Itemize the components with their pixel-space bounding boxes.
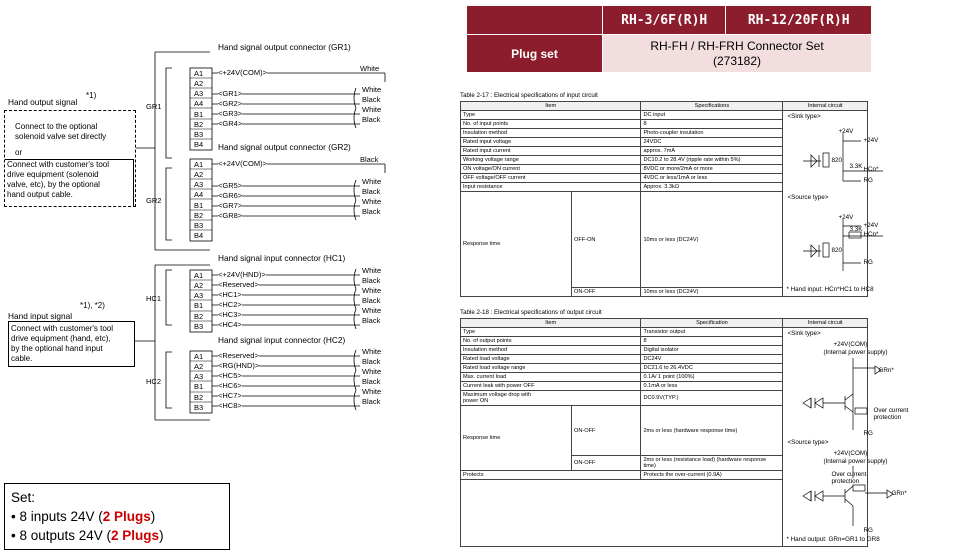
input-rg-label: RG bbox=[863, 259, 873, 266]
wire-color: White bbox=[362, 105, 382, 114]
pin-label: B2 bbox=[194, 312, 204, 321]
table17-response-label: Response time bbox=[461, 192, 572, 297]
signal-label: <+24V(HND)> bbox=[218, 270, 266, 279]
table18-cell: Transistor output bbox=[641, 328, 783, 337]
input-box-line: cable. bbox=[11, 354, 33, 363]
table18-cell: 2ms or less (hardware response time) bbox=[641, 406, 783, 456]
table18 bbox=[460, 318, 909, 547]
set-outputs bbox=[11, 528, 164, 543]
set-inputs-plugs: 2 Plugs bbox=[102, 509, 151, 524]
out-rg-label: RG bbox=[863, 430, 873, 437]
signal-label: <HC5> bbox=[218, 371, 242, 380]
signal-label: <+24V(COM)> bbox=[218, 159, 267, 168]
pin-label: A1 bbox=[194, 160, 204, 169]
sink-type-label: <Sink type> bbox=[787, 113, 821, 120]
pin-label: A2 bbox=[194, 362, 204, 371]
wire-color: Black bbox=[362, 115, 381, 124]
signal-label: <+24V(COM)> bbox=[218, 68, 267, 77]
pin-label: A4 bbox=[194, 99, 204, 108]
table18-maxdrop-line1: Maximum voltage drop with bbox=[463, 392, 532, 398]
plug-set-value-line1: RH-FH / RH-FRH Connector Set bbox=[650, 38, 824, 53]
table18-cell: 8 bbox=[641, 337, 783, 346]
plug-set-value bbox=[603, 35, 872, 73]
out-com-label: +24V(COM) bbox=[833, 341, 868, 348]
output-circuit-schematic bbox=[783, 328, 973, 538]
source-type-label: <Source type> bbox=[787, 194, 829, 201]
signal-label: <GR7> bbox=[218, 201, 243, 210]
set-summary-box bbox=[4, 483, 230, 550]
pin-label: A3 bbox=[194, 89, 204, 98]
signal-label: <GR4> bbox=[218, 119, 243, 128]
out-internal-label: (Internal power supply) bbox=[823, 458, 888, 465]
input-33k-label: 3.3K bbox=[849, 226, 863, 233]
pin-label: A2 bbox=[194, 170, 204, 179]
table17-head-circuit: Internal circuit bbox=[783, 102, 868, 111]
table18-response-text: 2ms or less (resistance load) (hardware response bbox=[643, 457, 767, 463]
table18-caption: Table 2-18 : Electrical specifications of output circuit bbox=[460, 309, 602, 316]
table17-cell: Insulation method bbox=[461, 129, 641, 138]
hand-input-note: *1), *2) bbox=[80, 301, 105, 310]
set-outputs-post: ) bbox=[159, 528, 164, 543]
table17-head-item: Item bbox=[461, 102, 641, 111]
signal-label: <RG(HND)> bbox=[218, 361, 260, 370]
input-hcn-label: HCn* bbox=[863, 166, 879, 173]
signal-label: <Reserved> bbox=[218, 351, 259, 360]
signal-label: <GR1> bbox=[218, 89, 243, 98]
wire-color: Black bbox=[362, 207, 381, 216]
wire-color: White bbox=[362, 387, 382, 396]
table17-circuit bbox=[783, 111, 879, 297]
signal-label: <HC3> bbox=[218, 310, 242, 319]
input-820-label: 820 bbox=[831, 157, 842, 164]
table18-head-spec: Specification bbox=[641, 319, 783, 328]
output-box-line: drive equipment (solenoid bbox=[7, 170, 99, 179]
signal-label: <HC1> bbox=[218, 290, 242, 299]
input-hcn-label: HCn* bbox=[863, 231, 879, 238]
group-hc1: HC1 bbox=[146, 294, 162, 303]
table17-cell: Type bbox=[461, 111, 641, 120]
table17-cell: ON-OFF bbox=[572, 288, 641, 297]
input-box-line: drive equipment (hand, etc), bbox=[11, 334, 111, 343]
wire-color: Black bbox=[362, 276, 381, 285]
table18-maxdrop-line2: power ON bbox=[463, 398, 489, 404]
plug-table-corner bbox=[467, 6, 603, 35]
output-box-line: Connect to the optional bbox=[15, 122, 98, 131]
wire-color: White bbox=[360, 64, 380, 73]
wire-color: Black bbox=[362, 296, 381, 305]
pin-label: A2 bbox=[194, 281, 204, 290]
pin-label: A2 bbox=[194, 79, 204, 88]
table17-cell: 8VDC or more/2mA or more bbox=[641, 165, 783, 174]
input-24v-label: +24V bbox=[863, 137, 879, 144]
pin-label: A3 bbox=[194, 180, 204, 189]
table17-cell: Input resistance bbox=[461, 183, 641, 192]
input-820-label: 820 bbox=[831, 247, 842, 254]
out-grn-label: GRn* bbox=[878, 367, 894, 374]
table18-cell: No. of output points bbox=[461, 337, 641, 346]
output-box-line: valve, etc), by the optional bbox=[7, 180, 100, 189]
table17-cell: 8 bbox=[641, 120, 783, 129]
output-box-line: solenoid valve set directly bbox=[15, 132, 107, 141]
table17-cell: OFF voltage/OFF current bbox=[461, 174, 641, 183]
pin-label: B2 bbox=[194, 393, 204, 402]
wire-color: Black bbox=[362, 397, 381, 406]
table18-response-label: Response time bbox=[461, 406, 572, 471]
signal-label: <HC7> bbox=[218, 391, 242, 400]
out-overcurrent-label: protection bbox=[873, 414, 902, 421]
table18-cell: DC24V bbox=[641, 355, 783, 364]
input-24v-label: +24V bbox=[838, 214, 854, 221]
plug-set-label: Plug set bbox=[467, 35, 603, 73]
input-footnote: * Hand input: HCn*HC1 to HC8 bbox=[786, 286, 874, 293]
gr2-title: Hand signal output connector (GR2) bbox=[218, 142, 351, 152]
input-box-line: by the optional hand input bbox=[11, 344, 103, 353]
table18-cell: Max. current load bbox=[461, 373, 641, 382]
wire-color: White bbox=[362, 177, 382, 186]
pin-label: B1 bbox=[194, 301, 204, 310]
table17-cell: Photo-coupler insulation bbox=[641, 129, 783, 138]
set-title: Set: bbox=[11, 490, 36, 505]
table18-cell: DC21.6 to 26.4VDC bbox=[641, 364, 783, 373]
table17-cell: No. of input points bbox=[461, 120, 641, 129]
output-box-or: or bbox=[15, 148, 23, 157]
table17 bbox=[460, 101, 879, 297]
out-overcurrent-label: protection bbox=[831, 478, 860, 485]
plug-col-rh12: RH-12/20F(R)H bbox=[726, 6, 872, 35]
signal-label: <GR3> bbox=[218, 109, 243, 118]
wire-color: Black bbox=[362, 95, 381, 104]
set-outputs-pre: • 8 outputs 24V ( bbox=[11, 528, 112, 543]
input-rg-label: RG bbox=[863, 177, 873, 184]
plug-set-value-line2: (273182) bbox=[712, 53, 762, 68]
source-type-label: <Source type> bbox=[787, 439, 829, 446]
input-33k-label: 3.3K bbox=[849, 163, 863, 170]
table18-cell: Rated load voltage bbox=[461, 355, 641, 364]
pin-label: A1 bbox=[194, 271, 204, 280]
out-grn-label: GRn* bbox=[891, 490, 907, 497]
set-inputs-pre: • 8 inputs 24V ( bbox=[11, 509, 103, 524]
wire-color: Black bbox=[362, 377, 381, 386]
wire-color: Black bbox=[360, 155, 379, 164]
table18-filler bbox=[461, 480, 783, 547]
sink-type-label: <Sink type> bbox=[787, 330, 821, 337]
input-24v-label: +24V bbox=[838, 128, 854, 135]
out-internal-label: (Internal power supply) bbox=[823, 349, 888, 356]
hand-input-box bbox=[8, 321, 135, 367]
table18-cell: 0.1mA or less bbox=[641, 382, 783, 391]
signal-label: <GR2> bbox=[218, 99, 243, 108]
set-outputs-plugs: 2 Plugs bbox=[111, 528, 160, 543]
out-overcurrent-label: Over current bbox=[831, 471, 867, 478]
table17-cell: 4VDC or less/1mA or less bbox=[641, 174, 783, 183]
table18-response-cont: time) bbox=[643, 463, 656, 469]
table18-cell: Digital isolator bbox=[641, 346, 783, 355]
signal-label: <Reserved> bbox=[218, 280, 259, 289]
signal-label: <HC4> bbox=[218, 320, 242, 329]
group-gr2: GR2 bbox=[146, 196, 162, 205]
pin-label: B1 bbox=[194, 201, 204, 210]
pin-label: B3 bbox=[194, 322, 204, 331]
pin-label: B3 bbox=[194, 403, 204, 412]
table18-cell: Insulation method bbox=[461, 346, 641, 355]
table17-cell: 10ms or less (DC24V) bbox=[641, 192, 783, 288]
out-overcurrent-label: Over current bbox=[873, 407, 909, 414]
pin-label: B1 bbox=[194, 110, 204, 119]
pin-label: B1 bbox=[194, 382, 204, 391]
out-com-label: +24V(COM) bbox=[833, 450, 868, 457]
set-inputs-post: ) bbox=[150, 509, 156, 524]
table17-cell: ON voltage/ON current bbox=[461, 165, 641, 174]
hand-output-box bbox=[4, 110, 136, 207]
signal-label: <GR8> bbox=[218, 211, 243, 220]
pin-label: A1 bbox=[194, 352, 204, 361]
table18-cell: Rated load voltage range bbox=[461, 364, 641, 373]
table17-head-spec: Specifications bbox=[641, 102, 783, 111]
output-footnote: * Hand output: GRn=GR1 to GR8 bbox=[786, 536, 880, 543]
hc2-title: Hand signal input connector (HC2) bbox=[218, 335, 346, 345]
table17-cell: DC input bbox=[641, 111, 783, 120]
pin-label: B4 bbox=[194, 140, 204, 149]
hc1-title: Hand signal input connector (HC1) bbox=[218, 253, 346, 263]
table18-cell: ON-OFF bbox=[572, 406, 641, 456]
pin-label: B2 bbox=[194, 211, 204, 220]
wire-color: White bbox=[362, 85, 382, 94]
table18-cell: DC0.9V(TYP.) bbox=[641, 391, 783, 406]
table17-cell: Rated input voltage bbox=[461, 138, 641, 147]
table17-cell: approx. 7mA bbox=[641, 147, 783, 156]
input-24v-label: +24V bbox=[863, 222, 879, 229]
wire-color: White bbox=[362, 286, 382, 295]
signal-label: <HC8> bbox=[218, 401, 242, 410]
pin-label: B2 bbox=[194, 120, 204, 129]
set-inputs bbox=[11, 509, 155, 524]
out-rg-label: RG bbox=[863, 527, 873, 534]
plug-set-table bbox=[466, 5, 872, 73]
table18-protects-label: Protects bbox=[461, 471, 641, 480]
wire-color: Black bbox=[362, 187, 381, 196]
wire-color: White bbox=[362, 197, 382, 206]
table17-cell: 10ms or less (DC24V) bbox=[641, 288, 783, 297]
wire-color: White bbox=[362, 266, 382, 275]
table17-cell: 24VDC bbox=[641, 138, 783, 147]
output-box-line: hand output cable. bbox=[7, 190, 73, 199]
table18-cell: Type bbox=[461, 328, 641, 337]
wire-color: Black bbox=[362, 357, 381, 366]
output-box-line: Connect with customer's tool bbox=[7, 160, 110, 169]
wire-color: White bbox=[362, 306, 382, 315]
wiring-diagram bbox=[0, 40, 430, 430]
group-hc2: HC2 bbox=[146, 377, 162, 386]
table17-caption: Table 2-17 : Electrical specifications of input circuit bbox=[460, 92, 598, 99]
pin-label: B3 bbox=[194, 130, 204, 139]
table18-cell: Protects the over-current (0.9A) bbox=[641, 471, 783, 480]
pin-label: A4 bbox=[194, 190, 204, 199]
table18-maxdrop-label bbox=[461, 391, 641, 406]
wire-color: White bbox=[362, 347, 382, 356]
table18-cell: Current leak with power OFF bbox=[461, 382, 641, 391]
signal-label: <GR5> bbox=[218, 181, 243, 190]
wire-color: White bbox=[362, 367, 382, 376]
table18-cell: ON-OFF bbox=[572, 456, 641, 471]
signal-label: <GR6> bbox=[218, 191, 243, 200]
table18-head-circuit: Internal circuit bbox=[783, 319, 868, 328]
gr1-title: Hand signal output connector (GR1) bbox=[218, 42, 351, 52]
table17-cell: Approx. 3.3kΩ bbox=[641, 183, 783, 192]
plug-col-rh3: RH-3/6F(R)H bbox=[603, 6, 726, 35]
table17-cell: Rated input current bbox=[461, 147, 641, 156]
table17-cell: Working voltage range bbox=[461, 156, 641, 165]
table18-cell bbox=[641, 456, 783, 471]
group-gr1: GR1 bbox=[146, 102, 162, 111]
table17-cell: OFF-ON bbox=[572, 192, 641, 288]
hand-output-label: Hand output signal bbox=[8, 97, 78, 107]
table17-cell: DC10.2 to 28.4V (ripple rate within 5%) bbox=[641, 156, 783, 165]
signal-label: <HC6> bbox=[218, 381, 242, 390]
pin-label: A3 bbox=[194, 291, 204, 300]
table18-cell: 0.1A/ 1 point (100%) bbox=[641, 373, 783, 382]
input-box-line: Connect with customer's tool bbox=[11, 324, 114, 333]
hand-output-note: *1) bbox=[86, 91, 97, 100]
wire-color: Black bbox=[362, 316, 381, 325]
table18-circuit bbox=[783, 328, 909, 547]
hand-input-label: Hand input signal bbox=[8, 311, 73, 321]
signal-label: <HC2> bbox=[218, 300, 242, 309]
pin-label: B3 bbox=[194, 221, 204, 230]
pin-label: A1 bbox=[194, 69, 204, 78]
pin-label: B4 bbox=[194, 231, 204, 240]
table18-head-item: Item bbox=[461, 319, 641, 328]
pin-label: A3 bbox=[194, 372, 204, 381]
